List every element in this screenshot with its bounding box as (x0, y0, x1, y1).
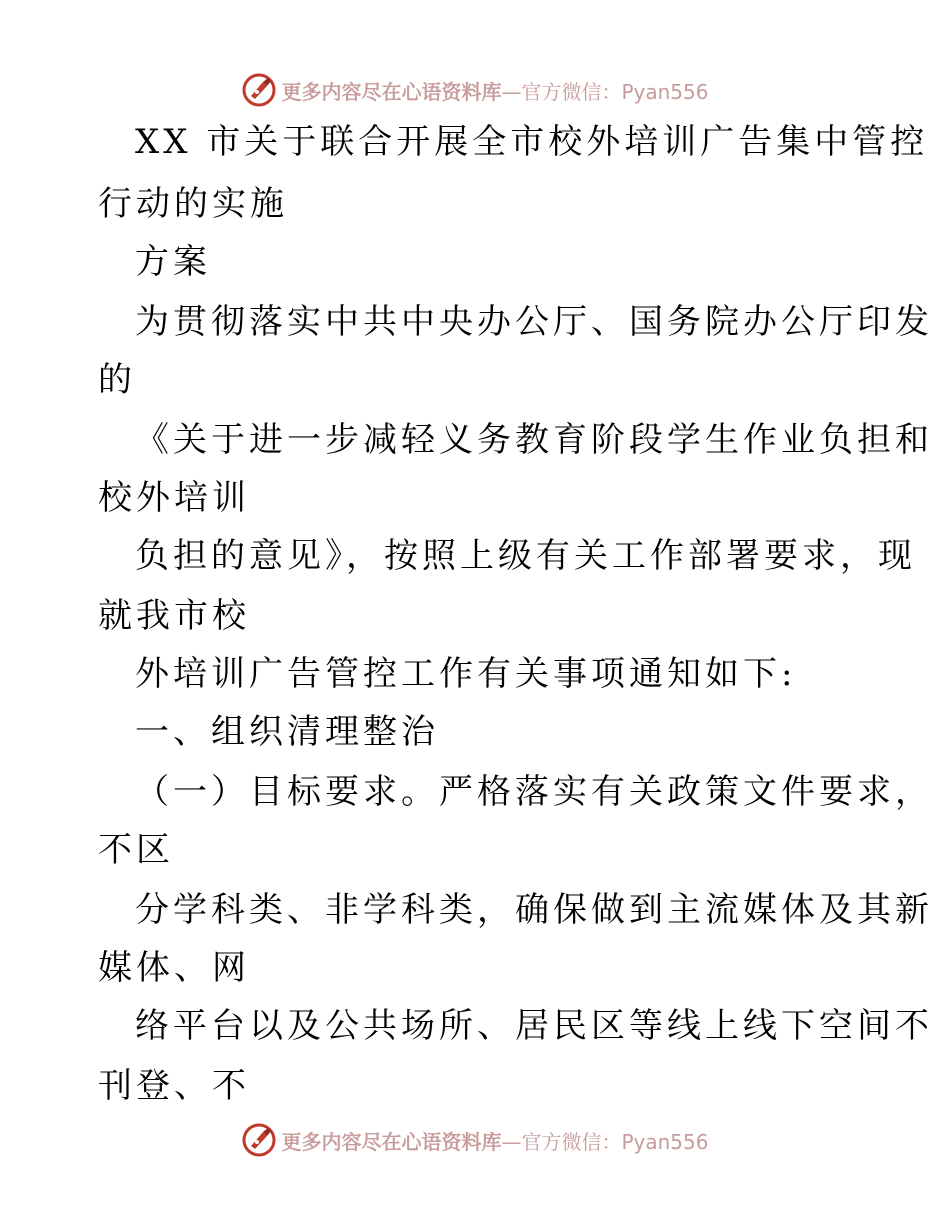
watermark-separator: — (501, 79, 522, 104)
paragraph-line: 外培训广告管控工作有关事项通知如下: (135, 654, 797, 694)
title-line-1: XX 市关于联合开展全市校外培训广告集中管控 (135, 122, 929, 162)
paragraph-line: 媒体、网 (98, 948, 250, 988)
title-line-2: 行动的实施 (98, 184, 288, 224)
section-heading: 一、组织清理整治 (135, 712, 439, 752)
paragraph-line: 不区 (98, 830, 174, 870)
paragraph-line: 《关于进一步减轻义务教育阶段学生作业负担和 (135, 420, 933, 460)
watermark-separator: — (501, 1129, 522, 1154)
paragraph-line: 校外培训 (98, 478, 250, 518)
footer-watermark (0, 1120, 950, 1160)
watermark-text (281, 1126, 708, 1155)
watermark-contact: 官方微信：Pyan556 (521, 79, 709, 104)
paragraph-line: （一）目标要求。严格落实有关政策文件要求， (135, 772, 933, 812)
paragraph-line: 络平台以及公共场所、居民区等线上线下空间不 (135, 1006, 933, 1046)
header-watermark (0, 70, 950, 110)
watermark-text (281, 76, 708, 105)
paragraph-line: 的 (98, 360, 136, 400)
paragraph-line: 就我市校 (98, 596, 250, 636)
watermark-brand: 更多内容尽在心语资料库 (281, 1129, 502, 1154)
watermark-brand: 更多内容尽在心语资料库 (281, 79, 502, 104)
paragraph-line: 负担的意见》，按照上级有关工作部署要求，现 (135, 536, 916, 576)
paragraph-line: 为贯彻落实中共中央办公厅、国务院办公厅印发 (135, 302, 933, 342)
title-line-3: 方案 (135, 242, 211, 282)
pen-nib-logo-icon (241, 72, 277, 108)
paragraph-line: 刊登、不 (98, 1066, 250, 1106)
watermark-contact: 官方微信：Pyan556 (521, 1129, 709, 1154)
pen-nib-logo-icon (241, 1122, 277, 1158)
paragraph-line: 分学科类、非学科类，确保做到主流媒体及其新 (135, 890, 933, 930)
